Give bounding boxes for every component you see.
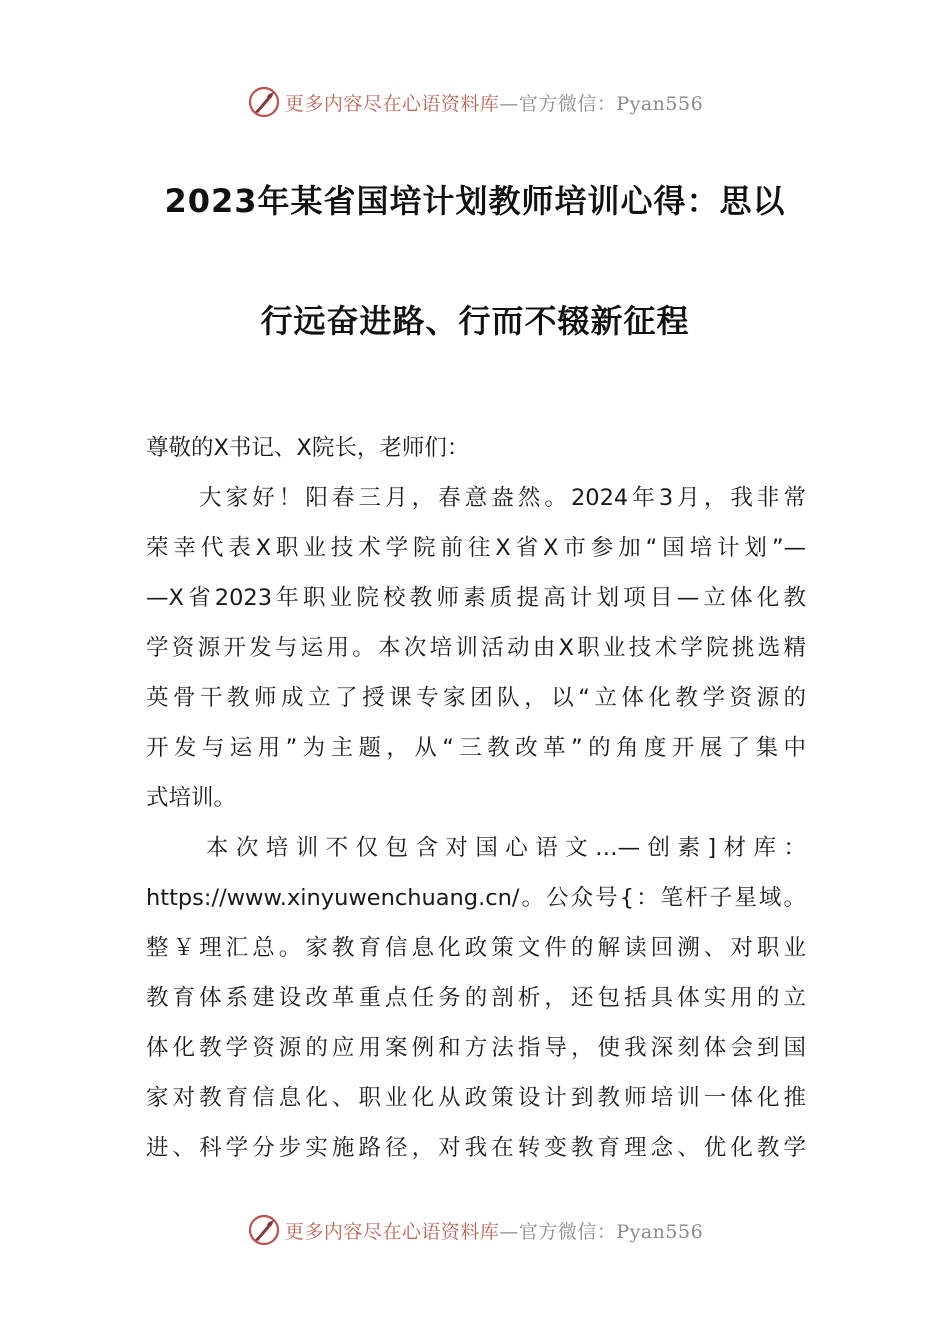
- body-line: 体化教学资源的应用案例和方法指导，使我深刻体会到国: [146, 1035, 806, 1061]
- body-line: 学资源开发与运用。本次培训活动由X职业技术学院挑选精: [146, 635, 806, 661]
- banner-main-text: 更多内容尽在心语资料库: [284, 92, 500, 115]
- banner-sub-text: —官方微信：Pyan556: [499, 1220, 704, 1243]
- body-line: 教育体系建设改革重点任务的剖析，还包括具体实用的立: [146, 985, 806, 1011]
- header-banner: [0, 82, 950, 122]
- quill-logo-icon: [247, 85, 281, 119]
- banner-text: [285, 1217, 703, 1244]
- document-title-line-2: 行远奋进路、行而不辍新征程: [260, 302, 690, 340]
- body-line: 荣幸代表X职业技术学院前往X省X市参加“国培计划”—: [146, 535, 806, 561]
- body-line: 家对教育信息化、职业化从政策设计到教师培训一体化推: [146, 1085, 806, 1111]
- body-line: 开发与运用”为主题，从“三教改革”的角度开展了集中: [146, 735, 806, 761]
- body-line: 英骨干教师成立了授课专家团队，以“立体化教学资源的: [146, 685, 806, 711]
- body-line: —X省2023年职业院校教师素质提高计划项目—立体化教: [146, 585, 806, 611]
- body-line: 整￥理汇总。家教育信息化政策文件的解读回溯、对职业: [146, 935, 806, 961]
- body-line-url: https://www.xinyuwenchuang.cn/。公众号{：笔杆子星域。: [146, 885, 806, 911]
- document-title-line-1: 2023年某省国培计划教师培训心得：思以: [164, 182, 786, 220]
- banner-main-text: 更多内容尽在心语资料库: [284, 1220, 500, 1243]
- body-line: 本次培训不仅包含对国心语文…—创素]材库：: [146, 835, 806, 861]
- banner-text: [285, 89, 703, 116]
- body-line: 式培训。: [146, 785, 237, 811]
- footer-banner: [0, 1210, 950, 1250]
- banner-sub-text: —官方微信：Pyan556: [499, 92, 704, 115]
- body-line: 进、科学分步实施路径，对我在转变教育理念、优化教学: [146, 1135, 806, 1161]
- greeting-line: 尊敬的X书记、X院长，老师们：: [146, 435, 470, 461]
- body-line: 大家好！阳春三月，春意盎然。2024年3月，我非常: [146, 485, 806, 511]
- quill-logo-icon: [247, 1213, 281, 1247]
